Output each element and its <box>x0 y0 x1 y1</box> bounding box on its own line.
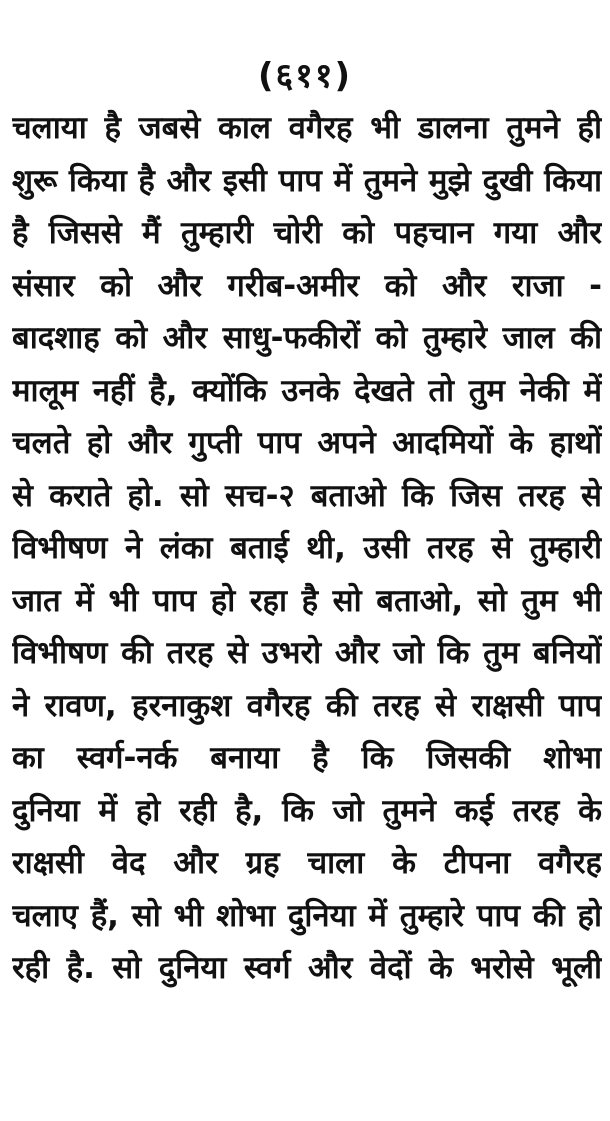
text-line: है जिससे मैं तुम्हारी चोरी को पहचान गया और <box>12 215 602 251</box>
text-line: जात में भी पाप हो रहा है सो बताओ, सो तुम भी <box>12 582 602 619</box>
text-line: राक्षसी वेद और ग्रह चाला के टीपना वगैरह <box>12 845 602 881</box>
text-line: चलाए हैं, सो भी शोभा दुनिया में तुम्हारे पाप की हो <box>12 897 602 934</box>
text-line: दुनिया में हो रही है, कि जो तुमने कई तरह के <box>12 792 602 829</box>
text-line: शुरू किया है और इसी पाप में तुमने मुझे दुखी किया <box>12 162 602 199</box>
text-line: विभीषण ने लंका बताई थी, उसी तरह से तुम्हारी <box>12 530 602 566</box>
text-line: का स्वर्ग-नर्क बनाया है कि जिसकी शोभा <box>12 740 602 776</box>
text-line: संसार को और गरीब-अमीर को और राजा - <box>12 267 602 304</box>
text-line: बादशाह को और साधु-फकीरों को तुम्हारे जाल की <box>12 320 602 356</box>
text-line: विभीषण की तरह से उभरो और जो कि तुम बनियों <box>12 635 602 671</box>
text-line: चलते हो और गुप्ती पाप अपने आदमियों के हाथों <box>12 425 602 461</box>
body-text <box>12 102 602 995</box>
text-line: रही है. सो दुनिया स्वर्ग और वेदों के भरोसे भूली <box>12 950 602 986</box>
text-line: से कराते हो. सो सच-२ बताओ कि जिस तरह से <box>12 477 602 514</box>
text-line: चलाया है जबसे काल वगैरह भी डालना तुमने ही <box>12 110 602 146</box>
page-number: (६११) <box>257 56 353 96</box>
text-line: ने रावण, हरनाकुश वगैरह की तरह से राक्षसी पाप <box>12 687 602 724</box>
text-line: मालूम नहीं है, क्योंकि उनके देखते तो तुम नेकी में <box>12 372 602 409</box>
